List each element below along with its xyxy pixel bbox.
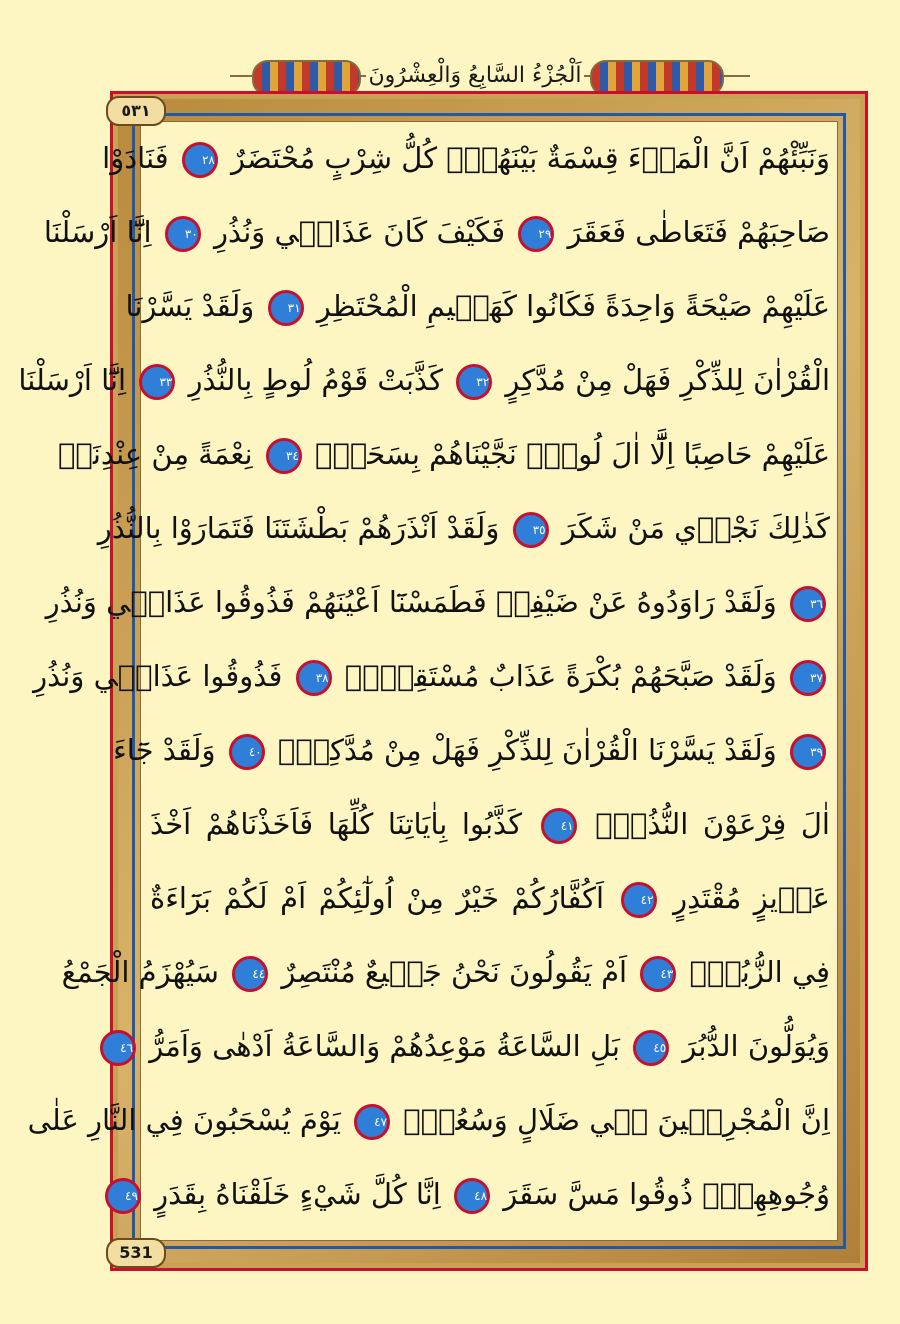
quran-line	[150, 868, 830, 928]
verse-text: نِعْمَةً مِنْ عِنْدِنَاۜ	[58, 437, 262, 471]
verse-text: وَيُوَلُّونَ الدُّبُرَ	[673, 1029, 830, 1063]
ayah-number-marker: ٣٠	[165, 216, 201, 252]
ayah-number-marker: ٣١	[268, 290, 304, 326]
verse-text: اِنَّٓا اَرْسَلْنَا	[43, 215, 161, 249]
verse-text: عَزٖيزٍ مُقْتَدِرٍ	[660, 881, 830, 915]
verse-text: فَذُوقُوا عَذَابٖي وَنُذُرِ	[33, 659, 292, 693]
quran-line	[120, 1016, 830, 1076]
verse-text: اَكُفَّارُكُمْ خَيْرٌ مِنْ اُولٰٓئِكُمْ اَمْ لَكُمْ بَرَٓاءَةٌ	[150, 881, 617, 915]
verse-text: يَوْمَ يُسْحَبُونَ فِي النَّارِ عَلٰى	[27, 1103, 351, 1137]
verse-text: بَلِ السَّاعَةُ مَوْعِدُهُمْ وَالسَّاعَةُ اَدْهٰى وَاَمَرُّ	[140, 1029, 630, 1063]
verse-text: الْقُرْاٰنَ لِلذِّكْرِ فَهَلْ مِنْ مُدَّكِرٍ	[496, 363, 830, 397]
verse-text: سَيُهْزَمُ الْجَمْعُ	[61, 955, 229, 989]
ayah-number-marker: ٣٢	[456, 364, 492, 400]
verse-text: وَنَبِّئْهُمْ اَنَّ الْمَاۤءَ قِسْمَةٌ بَيْنَهُمْۚ كُلُّ شِرْبٍ مُحْتَضَرٌ	[221, 141, 830, 175]
verse-text: فِي الزُّبُرِۚ	[680, 955, 830, 989]
ayah-number-marker: ٤٧	[354, 1104, 390, 1140]
verse-text: اِنَّٓا اَرْسَلْنَا	[18, 363, 136, 397]
ayah-number-marker: ٤٣	[640, 956, 676, 992]
verse-text: اِنَّا كُلَّ شَيْءٍ خَلَقْنَاهُ بِقَدَرٍ	[144, 1177, 451, 1211]
verse-text: وَلَقَدْ يَسَّرْنَا الْقُرْاٰنَ لِلذِّكْرِ فَهَلْ مِنْ مُدَّكِرٍ۟	[268, 733, 786, 767]
verse-text: كَذٰلِكَ نَجْزٖي مَنْ شَكَرَ	[552, 511, 830, 545]
quran-line	[58, 424, 830, 484]
verse-text: اٰلَ فِرْعَوْنَ النُّذُرُۚ	[580, 807, 830, 841]
verse-text: عَلَيْهِمْ صَيْحَةً وَاحِدَةً فَكَانُوا كَهَشٖيمِ الْمُحْتَظِرِ	[307, 289, 830, 323]
quran-line	[97, 498, 830, 558]
ayah-number-marker: ٣٥	[513, 512, 549, 548]
quran-line	[125, 1164, 830, 1224]
quran-line	[113, 720, 830, 780]
ayah-number-marker: ٣٨	[296, 660, 332, 696]
quran-line	[102, 128, 830, 188]
ayah-number-marker: ٢٨	[182, 142, 218, 178]
ayah-number-marker: ٤٩	[105, 1178, 141, 1214]
verse-text: عَلَيْهِمْ حَاصِبًا اِلَّٓا اٰلَ لُوطٍۜ نَجَّيْنَاهُمْ بِسَحَرٍۙ	[305, 437, 830, 471]
ayah-number-marker: ٤٨	[454, 1178, 490, 1214]
juz-title: اَلْجُزْءُ السَّابِعُ وَالْعِشْرُونَ	[366, 56, 584, 96]
verse-text: اَمْ يَقُولُونَ نَحْنُ جَمٖيعٌ مُنْتَصِرٌ	[272, 955, 637, 989]
verse-text: كَذَّبَتْ قَوْمُ لُوطٍ بِالنُّذُرِ	[179, 363, 453, 397]
verse-text: كَذَّبُوا بِاٰيَاتِنَا كُلِّهَا فَاَخَذْنَاهُمْ اَخْذَ	[150, 807, 537, 841]
verse-text: فَكَيْفَ كَانَ عَذَابٖي وَنُذُرِ	[204, 215, 515, 249]
ayah-number-marker: ٣٧	[790, 660, 826, 696]
ayah-number-marker: ٤٤	[232, 956, 268, 992]
ayah-number-marker: ٢٩	[518, 216, 554, 252]
quran-line	[150, 794, 830, 854]
verse-text: اِنَّ الْمُجْرِمٖينَ فٖي ضَلَالٍ وَسُعُرٍۢ	[394, 1103, 830, 1137]
verse-text: فَنَادَوْا	[102, 141, 178, 175]
page-number-bottom: 531	[106, 1238, 166, 1268]
ayah-number-marker: ٤٢	[621, 882, 657, 918]
ayah-number-marker: ٤٠	[229, 734, 265, 770]
quran-line	[45, 572, 830, 632]
ayah-number-marker: ٣٦	[790, 586, 826, 622]
verse-text: وَلَقَدْ اَنْذَرَهُمْ بَطْشَتَنَا فَتَمَارَوْا بِالنُّذُرِ	[97, 511, 509, 545]
ayah-number-marker: ٣٣	[139, 364, 175, 400]
verse-text: وَلَقَدْ يَسَّرْنَا	[125, 289, 264, 323]
ayah-number-marker: ٤١	[541, 808, 577, 844]
ayah-number-marker: ٣٤	[266, 438, 302, 474]
juz-header	[230, 56, 750, 96]
quran-line	[43, 202, 830, 262]
verse-text: وَلَقَدْ رَاوَدُوهُ عَنْ ضَيْفِهٖ فَطَمَسْنَٓا اَعْيُنَهُمْ فَذُوقُوا عَذَابٖي وَنُذُرِ	[45, 585, 786, 619]
quran-line	[18, 350, 830, 410]
verse-text: صَاحِبَهُمْ فَتَعَاطٰى فَعَقَرَ	[558, 215, 830, 249]
quran-line	[27, 1090, 830, 1150]
ayah-number-marker: ٤٥	[633, 1030, 669, 1066]
quran-line	[33, 646, 830, 706]
quran-line	[61, 942, 830, 1002]
ayah-number-marker: ٤٦	[100, 1030, 136, 1066]
verse-text: وَلَقَدْ صَبَّحَهُمْ بُكْرَةً عَذَابٌ مُسْتَقِرٌّۚ	[335, 659, 786, 693]
verse-text: وُجُوهِهِمْۜ ذُوقُوا مَسَّ سَقَرَ	[494, 1177, 830, 1211]
verse-text: وَلَقَدْ جَٓاءَ	[113, 733, 225, 767]
ayah-number-marker: ٣٩	[790, 734, 826, 770]
quran-line	[125, 276, 830, 336]
page-number-top: ٥٣١	[106, 96, 166, 126]
